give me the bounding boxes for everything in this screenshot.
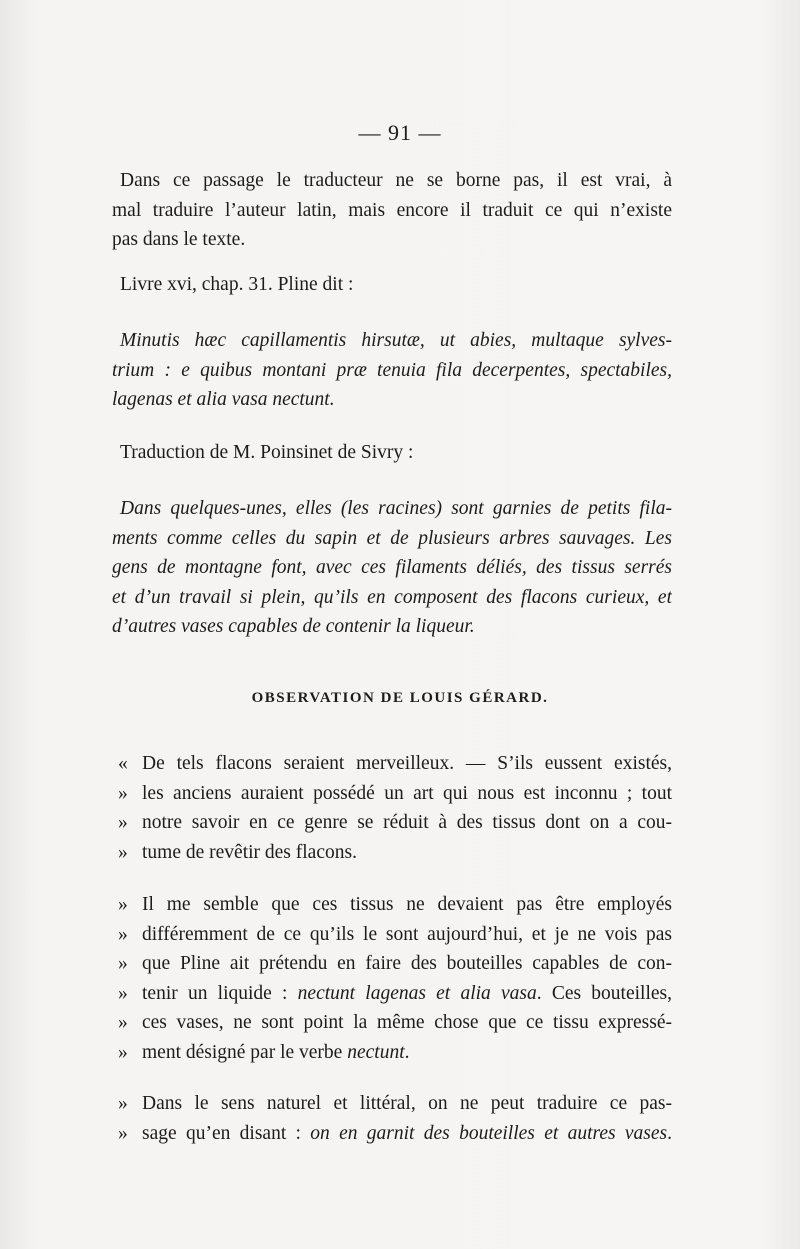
quote-mark: » [118, 1122, 128, 1144]
quote-text: que Pline ait prétendu en faire des bouteilles capables de con- [142, 953, 672, 974]
quote-mark: » [118, 1093, 128, 1114]
quote-mark: » [118, 923, 128, 945]
text-line: trium : e quibus montani præ tenuia fila decerpentes, spectabiles, [112, 359, 672, 381]
quote-mark: » [118, 812, 128, 833]
quote-line [112, 838, 672, 868]
text-line: et d’un travail si plein, qu’ils en composent des flacons curieux, et [112, 586, 672, 608]
quote-text: ment désigné par le verbe [142, 1041, 343, 1063]
latin-phrase: nectunt [347, 1041, 405, 1063]
quote-mark: » [118, 953, 128, 974]
page-number: — 91 — [358, 120, 442, 145]
quote-mark: » [118, 894, 128, 915]
quote-line [112, 779, 672, 809]
quote-mark: » [118, 1041, 128, 1063]
text-line: Traduction de M. Poinsinet de Sivry : [120, 442, 414, 463]
quote-text-mixed [142, 1038, 672, 1068]
latin-phrase: nectunt lagenas et alia vasa [297, 982, 537, 1004]
observation-paragraph-3 [112, 1089, 672, 1148]
translation-text [112, 494, 672, 642]
quote-text: Dans le sens naturel et littéral, on ne peut traduire ce pas- [142, 1093, 672, 1114]
quote-line [112, 949, 672, 979]
quote-line [112, 1119, 672, 1149]
quote-text-after: . Ces bouteilles, [536, 982, 672, 1004]
quote-text: différemment de ce qu’ils le sont aujourd’hui, et je ne vois pas [142, 923, 672, 945]
quote-mark: » [118, 841, 128, 863]
quote-text: Il me semble que ces tissus ne devaient pas être employés [142, 894, 672, 915]
quote-text: ces vases, ne sont point la même chose que ce tissu expressé- [142, 1012, 672, 1033]
quote-line [112, 1089, 672, 1119]
quote-line [112, 920, 672, 950]
quote-mark: » [118, 982, 128, 1004]
quote-text-mixed [142, 1119, 672, 1149]
text-line: ments comme celles du sapin et de plusieurs arbres sauvages. Les [112, 527, 672, 549]
text-line: Minutis hæc capillamentis hirsutæ, ut abies, multaque sylves- [120, 330, 672, 351]
quote-line [112, 1038, 672, 1068]
quote-text-mixed [142, 979, 672, 1009]
quote-mark: « [118, 753, 128, 774]
quote-text: tenir un liquide : [142, 982, 288, 1004]
quote-line [112, 1008, 672, 1038]
translation-intro [112, 438, 672, 468]
paragraph-intro [112, 166, 672, 255]
quote-line [112, 979, 672, 1009]
quote-text: De tels flacons seraient merveilleux. — S’ils eussent existés, [142, 753, 672, 774]
text-line: d’autres vases capables de contenir la liqueur. [112, 616, 475, 637]
italic-phrase: on en garnit des bouteilles et autres vases [310, 1122, 668, 1144]
quote-text: sage qu’en disant : [142, 1122, 301, 1144]
text-line: pas dans le texte. [112, 229, 246, 250]
observation-paragraph-1 [112, 749, 672, 867]
quote-line [112, 749, 672, 779]
quote-text-after: . [667, 1122, 672, 1144]
quote-text-after: . [404, 1041, 410, 1063]
text-line: gens de montagne font, avec ces filaments déliés, des tissus serrés [112, 557, 672, 578]
citation-intro [112, 270, 672, 300]
text-line: mal traduire l’auteur latin, mais encore il traduit ce qui n’existe [112, 199, 672, 221]
quote-text: notre savoir en ce genre se réduit à des tissus dont on a cou- [142, 812, 672, 833]
quote-line [112, 808, 672, 838]
quote-line [112, 890, 672, 920]
quote-text: les anciens auraient possédé un art qui nous est inconnu ; tout [142, 782, 672, 804]
observation-heading: OBSERVATION DE LOUIS GÉRARD. [251, 690, 549, 706]
quote-text: tume de revêtir des flacons. [142, 841, 357, 863]
text-line: Dans ce passage le traducteur ne se borne pas, il est vrai, à [120, 170, 672, 191]
text-line: Livre xvi, chap. 31. Pline dit : [120, 274, 354, 295]
quote-mark: » [118, 1012, 128, 1033]
quote-mark: » [118, 782, 128, 804]
text-line: lagenas et alia vasa nectunt. [112, 389, 335, 410]
observation-paragraph-2 [112, 890, 672, 1067]
text-line: Dans quelques-unes, elles (les racines) sont garnies de petits fila- [120, 498, 672, 519]
latin-quote [112, 326, 672, 415]
